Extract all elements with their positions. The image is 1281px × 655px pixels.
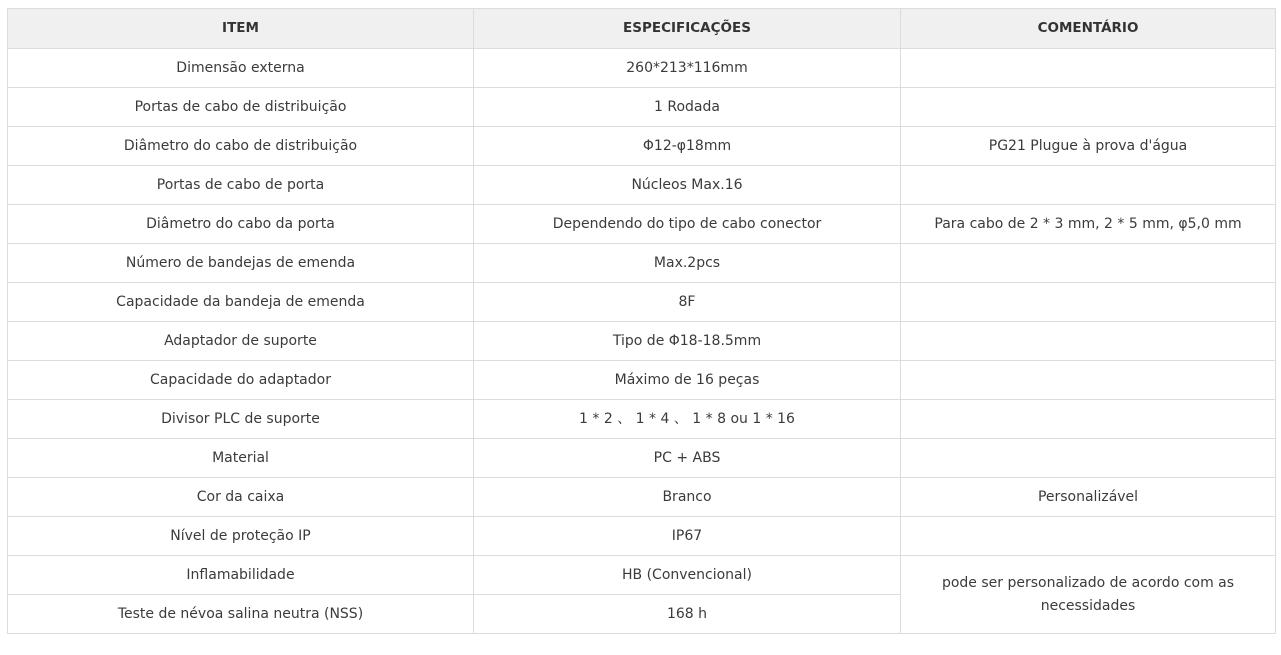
spec-table	[7, 8, 1276, 634]
item-cell: Capacidade da bandeja de emenda	[8, 283, 474, 322]
table-row	[8, 88, 1276, 127]
item-cell: Teste de névoa salina neutra (NSS)	[8, 595, 474, 634]
spec-cell: Branco	[474, 478, 901, 517]
table-row	[8, 127, 1276, 166]
comment-cell: pode ser personalizado de acordo com as necessidades	[901, 556, 1276, 634]
header-comment: COMENTÁRIO	[901, 9, 1276, 49]
comment-cell: Para cabo de 2 * 3 mm, 2 * 5 mm, φ5,0 mm	[901, 205, 1276, 244]
item-cell: Portas de cabo de porta	[8, 166, 474, 205]
header-specifications: ESPECIFICAÇÕES	[474, 9, 901, 49]
table-row	[8, 478, 1276, 517]
item-cell: Divisor PLC de suporte	[8, 400, 474, 439]
table-row	[8, 439, 1276, 478]
spec-cell: HB (Convencional)	[474, 556, 901, 595]
spec-cell: Max.2pcs	[474, 244, 901, 283]
item-cell: Capacidade do adaptador	[8, 361, 474, 400]
comment-cell	[901, 517, 1276, 556]
table-row	[8, 205, 1276, 244]
spec-table-container	[7, 8, 1276, 634]
spec-cell: Núcleos Max.16	[474, 166, 901, 205]
spec-cell: PC + ABS	[474, 439, 901, 478]
comment-cell	[901, 244, 1276, 283]
comment-cell	[901, 322, 1276, 361]
item-cell: Inflamabilidade	[8, 556, 474, 595]
item-cell: Cor da caixa	[8, 478, 474, 517]
header-row	[8, 9, 1276, 49]
spec-cell: Tipo de Φ18-18.5mm	[474, 322, 901, 361]
spec-cell: 8F	[474, 283, 901, 322]
item-cell: Nível de proteção IP	[8, 517, 474, 556]
item-cell: Diâmetro do cabo de distribuição	[8, 127, 474, 166]
comment-cell	[901, 166, 1276, 205]
table-row	[8, 166, 1276, 205]
item-cell: Material	[8, 439, 474, 478]
table-row	[8, 322, 1276, 361]
table-row	[8, 556, 1276, 595]
spec-cell: 260*213*116mm	[474, 49, 901, 88]
table-row	[8, 361, 1276, 400]
comment-cell	[901, 400, 1276, 439]
item-cell: Adaptador de suporte	[8, 322, 474, 361]
spec-cell: IP67	[474, 517, 901, 556]
comment-cell: Personalizável	[901, 478, 1276, 517]
table-row	[8, 517, 1276, 556]
item-cell: Portas de cabo de distribuição	[8, 88, 474, 127]
item-cell: Dimensão externa	[8, 49, 474, 88]
spec-cell: Φ12-φ18mm	[474, 127, 901, 166]
comment-cell	[901, 439, 1276, 478]
spec-cell: 1 Rodada	[474, 88, 901, 127]
comment-cell	[901, 361, 1276, 400]
table-row	[8, 400, 1276, 439]
header-item: ITEM	[8, 9, 474, 49]
table-row	[8, 49, 1276, 88]
table-row	[8, 283, 1276, 322]
spec-cell: Máximo de 16 peças	[474, 361, 901, 400]
spec-cell: Dependendo do tipo de cabo conector	[474, 205, 901, 244]
spec-cell: 168 h	[474, 595, 901, 634]
comment-cell	[901, 88, 1276, 127]
comment-cell: PG21 Plugue à prova d'água	[901, 127, 1276, 166]
item-cell: Diâmetro do cabo da porta	[8, 205, 474, 244]
item-cell: Número de bandejas de emenda	[8, 244, 474, 283]
comment-cell	[901, 283, 1276, 322]
spec-cell: 1 * 2 、 1 * 4 、 1 * 8 ou 1 * 16	[474, 400, 901, 439]
comment-cell	[901, 49, 1276, 88]
table-row	[8, 244, 1276, 283]
